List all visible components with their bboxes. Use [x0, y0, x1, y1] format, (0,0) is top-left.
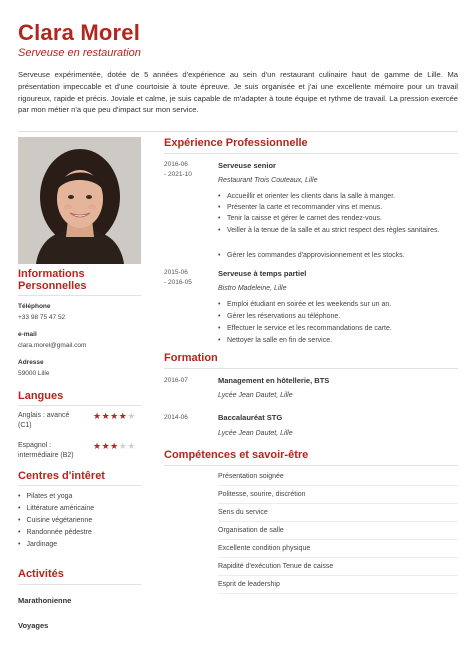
- star-icon: ★: [110, 441, 119, 451]
- language-name: Anglais : avancé: [18, 412, 70, 419]
- job-end-date: - 2021-10: [164, 171, 192, 178]
- skill-item: Présentation soignée: [218, 473, 284, 480]
- job-employer: Bistro Madeleine, Lille: [218, 285, 287, 292]
- skill-divider: [218, 539, 458, 540]
- skills-heading: Compétences et savoir-être: [164, 449, 309, 461]
- skill-item: Organisation de salle: [218, 527, 284, 534]
- star-icon: ★: [101, 411, 111, 421]
- job-title-item: Serveuse à temps partiel: [218, 269, 307, 278]
- language-rating: [93, 411, 136, 421]
- job-bullet: • Veiller à la tenue de la salle et au strict respect des règles sanitaires.: [218, 226, 458, 236]
- education-school: Lycée Jean Dautet, Lille: [218, 392, 293, 399]
- activities-heading: Activités: [18, 568, 64, 580]
- languages-divider: [18, 405, 141, 406]
- skill-divider: [218, 557, 458, 558]
- info-heading-line2: Personnelles: [18, 280, 87, 292]
- job-bullet: • Présenter la carte et recommander vins et menus.: [218, 203, 458, 213]
- job-start-date: 2016-06: [164, 161, 188, 168]
- job-bullet: • Accueillir et orienter les clients dans la salle à manger.: [218, 192, 458, 202]
- phone-value: +33 98 75 47 52: [18, 314, 66, 321]
- star-icon: ★: [127, 411, 136, 421]
- star-icon: ★: [101, 441, 111, 451]
- interest-item: • Pilates et yoga: [18, 493, 72, 500]
- candidate-name: Clara Morel: [18, 20, 141, 45]
- languages-heading: Langues: [18, 390, 64, 402]
- language-name: Espagnol :: [18, 442, 52, 449]
- job-bullet: • Gérer les commandes d'approvisionnement et les stocks.: [218, 251, 458, 261]
- language-rating: [93, 441, 136, 451]
- interest-item: • Jardinage: [18, 541, 57, 548]
- email-value: clara.morel@gmail.com: [18, 342, 87, 349]
- experience-divider: [164, 153, 458, 154]
- skill-divider: [218, 521, 458, 522]
- skill-divider: [218, 593, 458, 594]
- language-item: [18, 441, 96, 461]
- job-start-date: 2015-06: [164, 269, 188, 276]
- header-divider: [18, 131, 458, 132]
- job-dates: [164, 160, 214, 180]
- job-bullet: • Effectuer le service et les recommandations de carte.: [218, 324, 458, 334]
- job-title: Serveuse en restauration: [18, 47, 141, 59]
- activity-item: Voyages: [18, 621, 49, 630]
- star-icon: ★: [118, 411, 128, 421]
- interest-item: • Randonnée pédestre: [18, 529, 92, 536]
- skill-item: Rapidité d'exécution Tenue de caisse: [218, 563, 334, 570]
- job-employer: Restaurant Trois Couteaux, Lille: [218, 177, 318, 184]
- skills-divider: [164, 465, 458, 466]
- star-icon: ★: [93, 441, 102, 451]
- language-item: [18, 411, 96, 431]
- star-icon: ★: [127, 441, 136, 451]
- job-title-item: Serveuse senior: [218, 161, 276, 170]
- interests-divider: [18, 485, 141, 486]
- interest-item: • Cuisine végétarienne: [18, 517, 92, 524]
- skill-divider: [218, 503, 458, 504]
- job-bullet: • Gérer les réservations au téléphone.: [218, 312, 458, 322]
- interests-heading: Centres d'intêret: [18, 470, 105, 482]
- skill-item: Politesse, sourire, discrétion: [218, 491, 306, 498]
- education-school: Lycée Jean Dautet, Lille: [218, 430, 293, 437]
- star-icon: ★: [93, 411, 102, 421]
- skill-item: Sens du service: [218, 509, 268, 516]
- info-heading: [18, 268, 86, 292]
- language-level: intermédiaire (B2): [18, 452, 74, 459]
- activities-divider: [18, 584, 141, 585]
- info-divider: [18, 295, 141, 296]
- profile-summary: Serveuse expérimentée, dotée de 5 années d'expérience au sein d'un restaurant culinaire haut de gamme de Lille. Ma présentation impeccable et d'une courtoisie à toute épreuve. Je suis organisée et j'ai une excellente mémoire pour un travail rigoureux, rapide et précis. Joviale et calme, je suis capable de m'adapter à toute équipe et rythme de travail. La pression exercée par mon métier n'a que peu d'impact sur mon service.: [18, 70, 458, 115]
- address-label: Adresse: [18, 359, 44, 366]
- education-date: 2016-07: [164, 377, 188, 384]
- skill-item: Esprit de leadership: [218, 581, 280, 588]
- job-bullet: • Emploi étudiant en soirée et les weekends sur un an.: [218, 300, 458, 310]
- address-value: 59000 Lille: [18, 370, 50, 377]
- phone-label: Téléphone: [18, 303, 51, 310]
- interest-item: • Littérature américaine: [18, 505, 94, 512]
- education-title: Management en hôtellerie, BTS: [218, 376, 330, 385]
- language-level: (C1): [18, 422, 32, 429]
- education-divider: [164, 368, 458, 369]
- email-label: e-mail: [18, 331, 37, 338]
- education-title: Baccalauréat STG: [218, 413, 283, 422]
- education-date: 2014-06: [164, 414, 188, 421]
- job-dates: [164, 268, 214, 288]
- job-end-date: - 2016-05: [164, 279, 192, 286]
- activity-item: Marathonienne: [18, 596, 72, 605]
- portrait-image: [18, 137, 141, 264]
- experience-heading: Expérience Professionnelle: [164, 137, 308, 149]
- skill-item: Excellente condition physique: [218, 545, 311, 552]
- job-bullet: • Nettoyer la salle en fin de service.: [218, 336, 458, 346]
- skill-divider: [218, 575, 458, 576]
- star-icon: ★: [110, 411, 119, 421]
- job-bullet: • Tenir la caisse et gérer le carnet des rendez-vous.: [218, 214, 458, 224]
- education-heading: Formation: [164, 352, 218, 364]
- info-heading-line1: Informations: [18, 268, 85, 280]
- profile-photo: [18, 137, 141, 264]
- skill-divider: [218, 485, 458, 486]
- star-icon: ★: [118, 441, 128, 451]
